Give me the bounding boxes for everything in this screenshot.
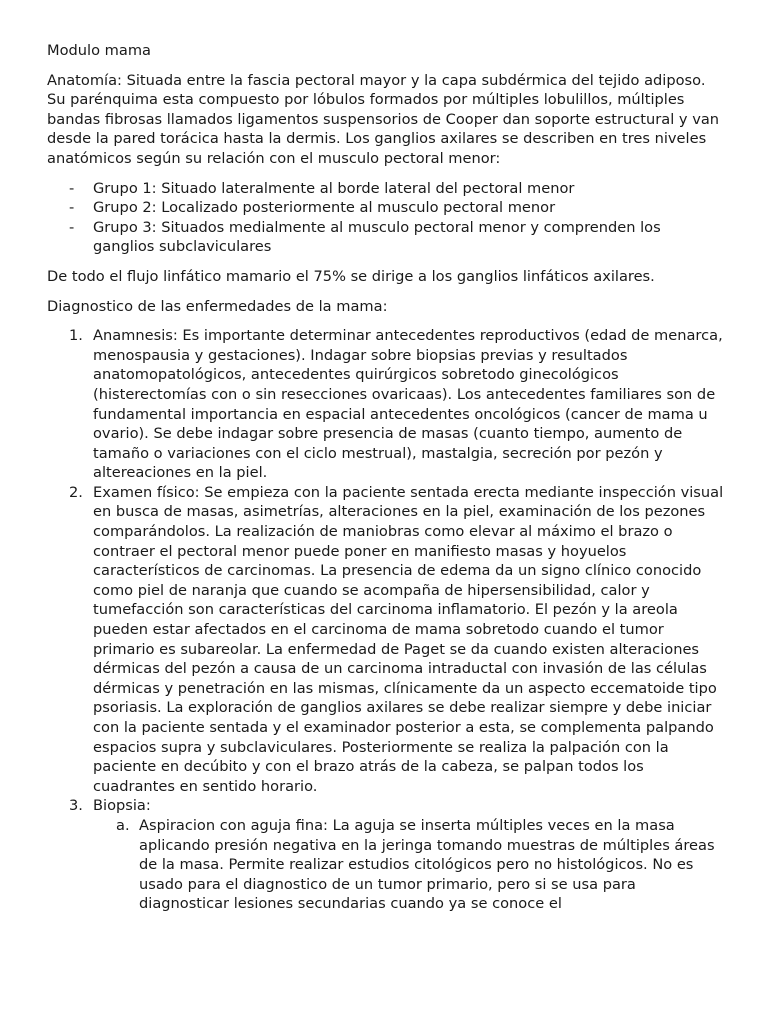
list-number: 1.	[69, 327, 83, 345]
list-item	[47, 218, 724, 257]
list-item	[47, 483, 724, 797]
biopsy-sublist	[93, 816, 724, 914]
lymph-node-groups-list	[47, 179, 724, 257]
list-item-text: Grupo 1: Situado lateralmente al borde lateral del pectoral menor	[93, 179, 575, 197]
document-title: Modulo mama	[47, 42, 151, 59]
diagnosis-list	[47, 326, 724, 914]
dash-bullet: -	[69, 199, 75, 217]
sublist-item	[93, 816, 724, 914]
list-item-text: Grupo 2: Localizado posteriormente al musculo pectoral menor	[93, 199, 556, 217]
dash-bullet: -	[69, 179, 75, 197]
sublist-item-text: Aspiracion con aguja fina: La aguja se inserta múltiples veces en la masa aplicando presión negativa en la jeringa tomando muestras de múltiples áreas de la masa. Permite realizar estudios citológicos pero no histológicos. No es usado para el diagnostico de un tumor primario, pero si se usa para diagnosticar lesiones secundarias cuando ya se conoce el	[139, 816, 715, 913]
list-number: 2.	[69, 483, 83, 501]
list-item	[47, 796, 724, 914]
anatomy-paragraph: Anatomía: Situada entre la fascia pectoral mayor y la capa subdérmica del tejido adiposo. Su parénquima esta compuesto por lóbulos formados por múltiples lobulillos, múltiples bandas fibrosas llamados ligamentos suspensorios de Cooper dan soporte estructural y van desde la pared torácica hasta la dermis. Los ganglios axilares se describen en tres niveles anatómicos según su relación con el musculo pectoral menor:	[47, 71, 720, 167]
dash-bullet: -	[69, 218, 75, 236]
list-item-text: Grupo 3: Situados medialmente al musculo pectoral menor y comprenden los ganglios subclaviculares	[93, 218, 661, 256]
list-item	[47, 326, 724, 483]
list-item-text: Anamnesis: Es importante determinar antecedentes reproductivos (edad de menarca, menospausia y gestaciones). Indagar sobre biopsias previas y resultados anatomopatológicos, antecedentes quirúrgicos sobretodo ginecológicos (histerectomías con o sin resecciones ovaricaas). Los antecedentes familiares son de fundamental importancia en espacial antecedentes oncológicos (cancer de mama u ovario). Se debe indagar sobre presencia de masas (cuanto tiempo, aumento de tamaño o variaciones con el ciclo mestrual), mastalgia, secreción por pezón y altereaciones en la piel.	[93, 327, 723, 482]
list-item	[47, 198, 724, 218]
lymph-flow-paragraph: De todo el flujo linfático mamario el 75% se dirige a los ganglios linfáticos axilares.	[47, 267, 655, 285]
list-item-text: Examen físico: Se empieza con la paciente sentada erecta mediante inspección visual en busca de masas, asimetrías, alteraciones en la piel, examinación de los pezones comparándolos. La realización de maniobras como elevar al máximo el brazo o contraer el pectoral menor puede poner en manifiesto masas y hoyuelos característicos de carcinomas. La presencia de edema da un signo clínico conocido como piel de naranja que cuando se acompaña de hipersensibilidad, calor y tumefacción son características del carcinoma inflamatorio. El pezón y la areola pueden estar afectados en el carcinoma de mama sobretodo cuando el tumor primario es subareolar. La enfermedad de Paget se da cuando existen alteraciones dérmicas del pezón a causa de un carcinoma intraductal con invasión de las células dérmicas y penetración en las mismas, clínicamente da un aspecto eccematoide tipo psoriasis. La exploración de ganglios axilares se debe realizar siempre y debe iniciar con la paciente sentada y el examinador posterior a esta, se complementa palpando espacios supra y subclaviculares. Posteriormente se realiza la palpación con la paciente en decúbito y con el brazo atrás de la cabeza, se palpan todos los cuadrantes en sentido horario.	[93, 483, 724, 795]
list-number: 3.	[69, 797, 83, 815]
list-item-text: Biopsia:	[93, 797, 151, 815]
diagnosis-heading: Diagnostico de las enfermedades de la mama:	[47, 297, 388, 315]
list-item	[47, 179, 724, 199]
sublist-letter: a.	[116, 816, 130, 834]
